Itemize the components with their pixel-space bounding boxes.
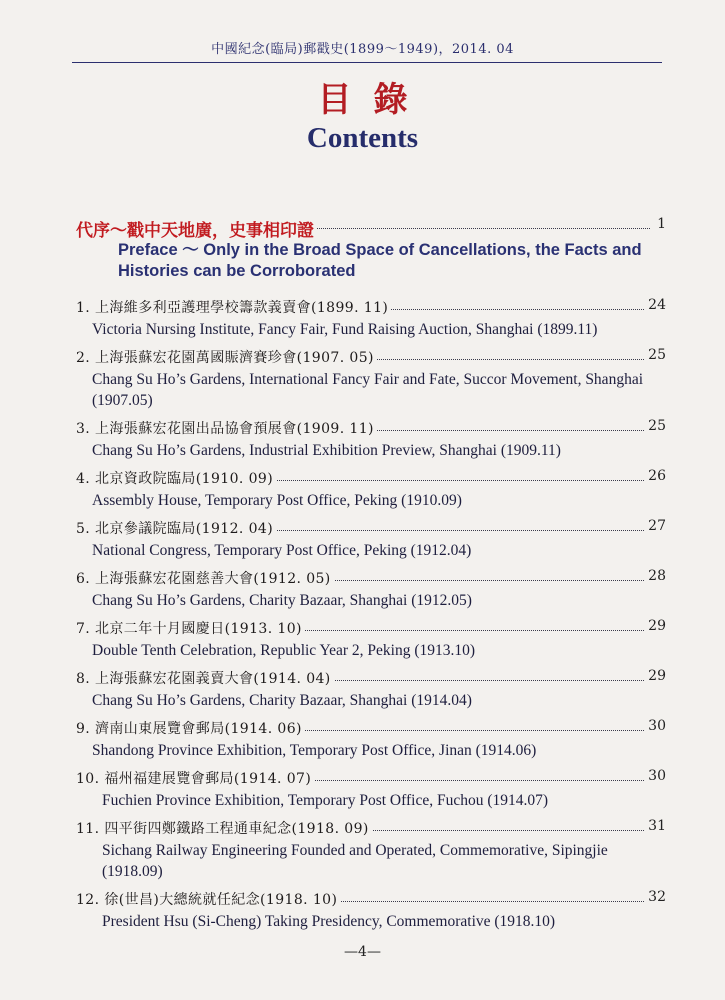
entry-title-chinese: 7. 北京二年十月國慶日(1913. 10) xyxy=(76,618,305,638)
entry-title-english: Chang Su Ho’s Gardens, Industrial Exhibition Preview, Shanghai (1909.11) xyxy=(92,442,561,459)
entry-page-number: 27 xyxy=(644,518,666,534)
entry-title-chinese: 6. 上海張蘇宏花園慈善大會(1912. 05) xyxy=(76,568,334,588)
toc-entry[interactable] xyxy=(76,668,666,711)
entry-page-number: 30 xyxy=(644,718,666,734)
preface-page-number: 1 xyxy=(653,216,666,232)
toc-entry[interactable] xyxy=(76,518,666,561)
entry-page-number: 29 xyxy=(644,668,666,684)
toc-entry[interactable] xyxy=(76,818,666,882)
toc-entry[interactable] xyxy=(76,718,666,761)
entry-page-number: 29 xyxy=(644,618,666,634)
entry-title-chinese: 8. 上海張蘇宏花園義賣大會(1914. 04) xyxy=(76,668,334,688)
entry-title-english: Fuchien Province Exhibition, Temporary Post Office, Fuchou (1914.07) xyxy=(102,792,549,809)
toc-entry[interactable] xyxy=(76,768,666,811)
entry-page-number: 26 xyxy=(644,468,666,484)
entry-page-number: 31 xyxy=(644,818,666,834)
preface-title-english: Preface 〜 Only in the Broad Space of Cancellations, the Facts and Histories can be Corroborated xyxy=(118,241,642,280)
entry-page-number: 32 xyxy=(644,889,666,905)
toc-entry[interactable] xyxy=(76,347,666,411)
entry-title-english: Victoria Nursing Institute, Fancy Fair, Fund Raising Auction, Shanghai (1899.11) xyxy=(92,321,598,338)
entry-title-chinese: 11. 四平街四鄭鐵路工程通車紀念(1918. 09) xyxy=(76,818,372,838)
entry-page-number: 24 xyxy=(644,297,666,313)
preface-entry[interactable] xyxy=(76,216,666,282)
preface-title-chinese: 代序〜戳中天地廣，史事相印證 xyxy=(76,216,317,241)
header-rule xyxy=(72,62,662,63)
toc-entry[interactable] xyxy=(76,297,666,340)
toc-entry[interactable] xyxy=(76,889,666,932)
entry-title-chinese: 12. 徐(世昌)大總統就任紀念(1918. 10) xyxy=(76,889,340,909)
toc-entry[interactable] xyxy=(76,568,666,611)
running-header: 中國紀念(臨局)郵戳史(1899〜1949)，2014. 04 xyxy=(211,42,514,57)
contents-title-chinese: 目錄 xyxy=(317,80,430,120)
toc-entry[interactable] xyxy=(76,618,666,661)
entry-title-english: Assembly House, Temporary Post Office, Peking (1910.09) xyxy=(92,492,462,509)
entry-title-english: Chang Su Ho’s Gardens, Charity Bazaar, Shanghai (1912.05) xyxy=(92,592,472,609)
entry-title-chinese: 9. 濟南山東展覽會郵局(1914. 06) xyxy=(76,718,305,738)
entry-page-number: 25 xyxy=(644,347,666,363)
entry-page-number: 28 xyxy=(644,568,666,584)
entry-title-english: Double Tenth Celebration, Republic Year 2, Peking (1913.10) xyxy=(92,642,476,659)
toc-entry-list xyxy=(76,297,666,939)
entry-title-chinese: 5. 北京參議院臨局(1912. 04) xyxy=(76,518,276,538)
entry-page-number: 25 xyxy=(644,418,666,434)
entry-title-chinese: 4. 北京資政院臨局(1910. 09) xyxy=(76,468,276,488)
toc-entry[interactable] xyxy=(76,418,666,461)
toc-entry[interactable] xyxy=(76,468,666,511)
entry-title-english: Sichang Railway Engineering Founded and Operated, Commemorative, Sipingjie (1918.09) xyxy=(102,842,608,880)
entry-title-chinese: 10. 福州福建展覽會郵局(1914. 07) xyxy=(76,768,314,788)
entry-title-chinese: 2. 上海張蘇宏花園萬國賑濟賽珍會(1907. 05) xyxy=(76,347,377,367)
entry-title-chinese: 1. 上海維多利亞護理學校籌款義賣會(1899. 11) xyxy=(76,297,391,317)
entry-title-english: Chang Su Ho’s Gardens, Charity Bazaar, Shanghai (1914.04) xyxy=(92,692,472,709)
page-number-footer: —4— xyxy=(344,944,381,960)
entry-title-english: National Congress, Temporary Post Office, Peking (1912.04) xyxy=(92,542,472,559)
entry-title-english: President Hsu (Si-Cheng) Taking Presidency, Commemorative (1918.10) xyxy=(102,913,556,930)
contents-title-english: Contents xyxy=(306,122,419,154)
entry-title-chinese: 3. 上海張蘇宏花園出品協會預展會(1909. 11) xyxy=(76,418,377,438)
entry-title-english: Chang Su Ho’s Gardens, International Fancy Fair and Fate, Succor Movement, Shanghai (1907.05) xyxy=(92,371,643,409)
entry-title-english: Shandong Province Exhibition, Temporary Post Office, Jinan (1914.06) xyxy=(92,742,537,759)
entry-page-number: 30 xyxy=(644,768,666,784)
